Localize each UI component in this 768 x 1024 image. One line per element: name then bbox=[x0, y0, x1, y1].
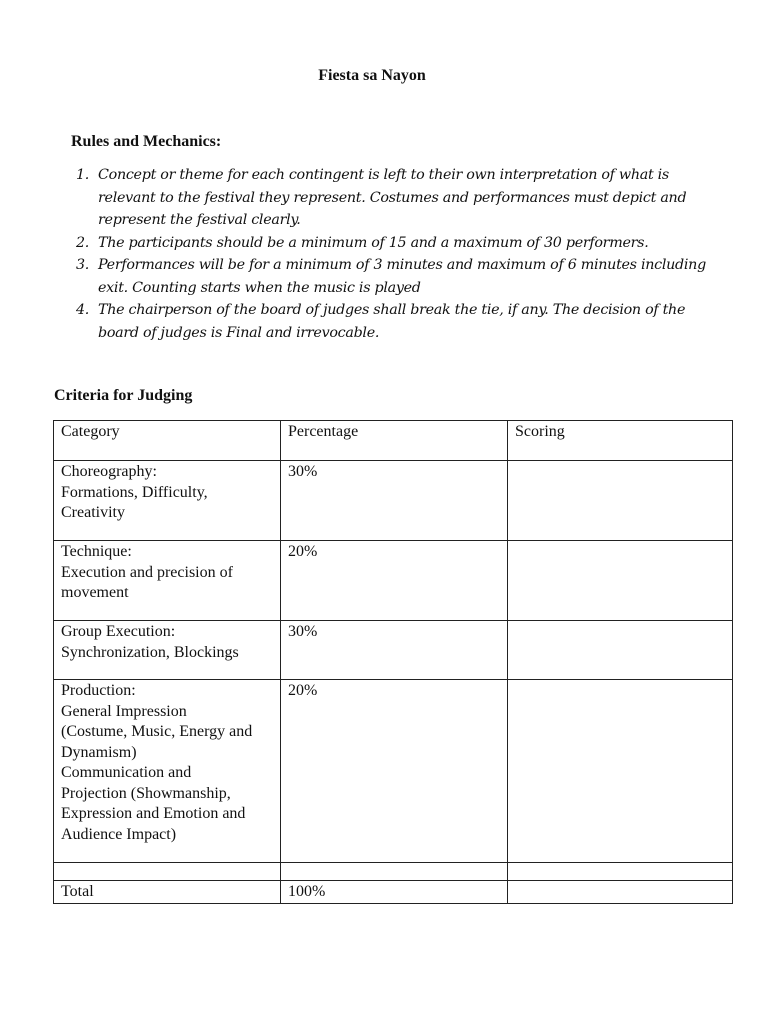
category-line: Technique: bbox=[61, 543, 132, 560]
table-blank-row bbox=[54, 863, 733, 881]
table-header-row bbox=[54, 421, 733, 461]
percentage-cell: 20% bbox=[281, 680, 508, 863]
header-percentage: Percentage bbox=[281, 421, 508, 461]
category-cell bbox=[54, 621, 281, 680]
total-label-cell: Total bbox=[54, 881, 281, 904]
rule-number: 1. bbox=[76, 167, 90, 183]
percentage-cell: 30% bbox=[281, 621, 508, 680]
category-line: Communication and bbox=[61, 764, 192, 781]
table-total-row bbox=[54, 881, 733, 904]
category-cell bbox=[54, 541, 281, 621]
rules-list bbox=[76, 164, 716, 344]
rule-line: board of judges is Final and irrevocable. bbox=[98, 324, 380, 341]
rule-line: relevant to the festival they represent. Costumes and performances must depict and bbox=[98, 189, 687, 206]
criteria-heading: Criteria for Judging bbox=[54, 387, 193, 404]
table-row bbox=[54, 621, 733, 680]
blank-cell bbox=[54, 863, 281, 881]
category-line: Execution and precision of bbox=[61, 563, 233, 581]
category-line: Formations, Difficulty, bbox=[61, 483, 208, 501]
category-line: Synchronization, Blockings bbox=[61, 643, 239, 661]
total-scoring-cell bbox=[508, 881, 733, 904]
blank-cell bbox=[508, 863, 733, 881]
rule-number: 4. bbox=[76, 302, 90, 318]
scoring-cell bbox=[508, 621, 733, 680]
rule-line: exit. Counting starts when the music is played bbox=[98, 279, 421, 296]
scoring-cell bbox=[508, 461, 733, 541]
category-line: Choreography: bbox=[61, 463, 157, 480]
percentage-cell: 20% bbox=[281, 541, 508, 621]
rule-line: The chairperson of the board of judges shall break the tie, if any. The decision of the bbox=[98, 302, 686, 318]
scoring-cell bbox=[508, 541, 733, 621]
category-line: movement bbox=[61, 584, 129, 601]
rule-number: 2. bbox=[76, 234, 90, 251]
category-cell bbox=[54, 461, 281, 541]
percentage-cell: 30% bbox=[281, 461, 508, 541]
category-line: General Impression bbox=[61, 702, 187, 720]
rule-line: represent the festival clearly. bbox=[98, 212, 301, 228]
rules-heading: Rules and Mechanics: bbox=[71, 133, 222, 150]
category-line: Expression and Emotion and bbox=[61, 805, 246, 822]
category-cell bbox=[54, 680, 281, 863]
rule-item bbox=[76, 299, 716, 344]
category-line: Projection (Showmanship, bbox=[61, 784, 231, 802]
rule-line: The participants should be a minimum of 15 and a maximum of 30 performers. bbox=[98, 234, 649, 251]
criteria-table bbox=[53, 420, 733, 904]
rule-line: Concept or theme for each contingent is left to their own interpretation of what is bbox=[98, 167, 669, 183]
category-line: Audience Impact) bbox=[61, 825, 177, 843]
table-row bbox=[54, 541, 733, 621]
table-row bbox=[54, 461, 733, 541]
category-line: (Costume, Music, Energy and bbox=[61, 723, 253, 740]
category-line: Creativity bbox=[61, 504, 125, 521]
total-percentage-cell: 100% bbox=[281, 881, 508, 904]
category-line: Group Execution: bbox=[61, 623, 176, 640]
header-scoring: Scoring bbox=[508, 421, 733, 461]
blank-cell bbox=[281, 863, 508, 881]
header-category: Category bbox=[54, 421, 281, 461]
category-line: Dynamism) bbox=[61, 743, 137, 761]
document-title: Fiesta sa Nayon bbox=[318, 67, 426, 84]
category-line: Production: bbox=[61, 682, 136, 699]
rule-number: 3. bbox=[76, 257, 90, 273]
rule-item bbox=[76, 164, 716, 232]
table-row bbox=[54, 680, 733, 863]
rule-item bbox=[76, 254, 716, 299]
rule-line: Performances will be for a minimum of 3 minutes and maximum of 6 minutes including bbox=[98, 257, 706, 273]
scoring-cell bbox=[508, 680, 733, 863]
rule-item bbox=[76, 232, 716, 255]
